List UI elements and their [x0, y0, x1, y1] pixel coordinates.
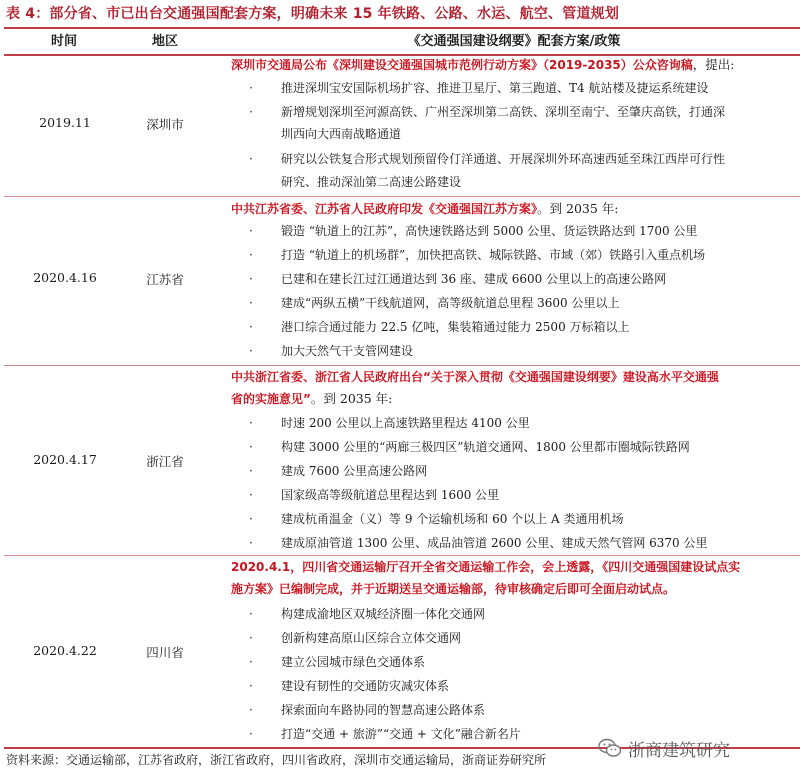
- row-region: 深圳市: [146, 117, 184, 132]
- intro-text: 。到 2035 年:: [537, 201, 619, 216]
- intro-text: ，提出:: [692, 57, 735, 72]
- bullet: ·: [249, 440, 253, 454]
- row-region: 江苏省: [146, 272, 184, 287]
- bullet: ·: [249, 320, 253, 334]
- list-item: 建成 7600 公里高速公路网: [281, 464, 428, 478]
- bullet: ·: [249, 81, 253, 95]
- bullet: ·: [249, 631, 253, 645]
- list-item: 打造“交通 + 旅游”“交通 + 文化”融合新名片: [281, 727, 521, 741]
- list-item: 加大天然气干支管网建设: [281, 344, 414, 358]
- bullet: ·: [249, 727, 253, 741]
- intro-highlight: 中共浙江省委、浙江省人民政府出台“关于深入贯彻《交通强国建设纲要》建设高水平交通强: [231, 370, 719, 384]
- bullet: ·: [249, 105, 253, 119]
- bullet: ·: [249, 248, 253, 262]
- list-item: 建设有韧性的交通防灾减灾体系: [281, 679, 450, 693]
- row-time: 2020.4.16: [33, 270, 97, 285]
- intro-highlight: 中共江苏省委、江苏省人民政府印发《交通强国江苏方案》: [231, 202, 538, 216]
- bullet: ·: [249, 703, 253, 717]
- row-intro: [231, 556, 797, 578]
- bullet: ·: [249, 679, 253, 693]
- list-item: 锻造 “轨道上的江苏”，高快速铁路达到 5000 公里、货运铁路达到 1700 公里: [281, 224, 698, 238]
- bullet: ·: [249, 655, 253, 669]
- intro-highlight: 2020.4.1，四川省交通运输厅召开全省交通运输工作会，会上透露，《四川交通强国建设试点实: [231, 560, 741, 574]
- bullet: ·: [249, 464, 253, 478]
- table-title: 表 4：部分省、市已出台交通强国配套方案，明确未来 15 年铁路、公路、水运、航空、管道规划: [6, 6, 620, 22]
- source-note: 资料来源：交通运输部，江苏省政府，浙江省政府，四川省政府，深圳市交通运输局，浙商证券研究所: [6, 753, 547, 767]
- list-item: 建成原油管道 1300 公里、成品油管道 2600 公里、建成天然气管网 6370 公里: [281, 536, 708, 550]
- bullet: ·: [249, 536, 253, 550]
- row-intro: [231, 54, 797, 76]
- list-item: 探索面向车路协同的智慧高速公路体系: [281, 703, 486, 717]
- row-time: 2020.4.22: [33, 643, 97, 658]
- bullet: ·: [249, 224, 253, 238]
- intro-highlight: 深圳市交通局公布《深圳建设交通强国城市范例行动方案》（2019-2035）公众咨询稿: [231, 58, 693, 72]
- bullet: ·: [249, 152, 253, 166]
- list-item: 创新构建高原山区综合立体交通网: [281, 631, 462, 645]
- row-time: 2019.11: [39, 115, 91, 130]
- row-intro: [231, 578, 797, 600]
- list-item: 研究、推动深汕第二高速公路建设: [281, 175, 462, 189]
- list-item: 构建 3000 公里的“两廊三极四区”轨道交通网、1800 公里都市圈城际铁路网: [281, 440, 690, 454]
- bullet: ·: [249, 344, 253, 358]
- list-item: 推进深圳宝安国际机场扩容、推进卫星厅、第三跑道、T4 航站楼及捷运系统建设: [281, 81, 709, 95]
- row-time: 2020.4.17: [33, 452, 97, 467]
- bullet: ·: [249, 488, 253, 502]
- list-item: 已建和在建长江过江通道达到 36 座、建成 6600 公里以上的高速公路网: [281, 272, 667, 286]
- list-item: 研究以公铁复合形式规划预留伶仃洋通道、开展深圳外环高速西延至珠江西岸可行性: [281, 152, 726, 166]
- bullet: ·: [249, 296, 253, 310]
- header-time: 时间: [50, 34, 77, 49]
- list-item: 建成杭甬温金（义）等 9 个运输机场和 60 个以上 A 类通用机场: [281, 512, 624, 526]
- header-plan: 《交通强国建设纲要》配套方案/政策: [407, 34, 621, 49]
- top-rule: [4, 27, 800, 29]
- bullet: ·: [249, 512, 253, 526]
- bullet: ·: [249, 272, 253, 286]
- list-item: 时速 200 公里以上高速铁路里程达 4100 公里: [281, 416, 530, 430]
- list-item: 国家级高等级航道总里程达到 1600 公里: [281, 488, 500, 502]
- row-intro: [231, 366, 797, 388]
- list-item: 建立公园城市绿色交通体系: [281, 655, 426, 669]
- list-item: 新增规划深圳至河源高铁、广州至深圳第二高铁、深圳至南宁、至肇庆高铁，打通深: [281, 105, 726, 119]
- list-item: 建成“两纵五横”干线航道网，高等级航道总里程 3600 公里以上: [281, 296, 620, 310]
- intro-highlight: 省的实施意见”: [231, 392, 311, 406]
- bullet: ·: [249, 607, 253, 621]
- row-region: 四川省: [146, 645, 184, 660]
- list-item: 港口综合通过能力 22.5 亿吨，集装箱通过能力 2500 万标箱以上: [281, 320, 630, 334]
- row-intro: [231, 198, 797, 220]
- list-item: 构建成渝地区双城经济圈一体化交通网: [281, 607, 486, 621]
- row-divider: [4, 196, 800, 197]
- watermark: [598, 736, 730, 760]
- list-item: 圳西向大西南战略通道: [281, 127, 402, 141]
- row-region: 浙江省: [146, 454, 184, 469]
- intro-highlight: 施方案》已编制完成，并于近期送呈交通运输部，待审核确定后即可全面启动试点。: [231, 582, 676, 596]
- watermark-text: 浙商建筑研究: [628, 740, 730, 761]
- list-item: 打造 “轨道上的机场群”，加快把高铁、城际铁路、市域（郊）铁路引入重点机场: [281, 248, 706, 262]
- row-intro: [231, 388, 797, 410]
- intro-text: 。到 2035 年:: [310, 391, 393, 406]
- wechat-icon: [598, 738, 622, 758]
- header-region: 地区: [151, 34, 178, 49]
- bullet: ·: [249, 416, 253, 430]
